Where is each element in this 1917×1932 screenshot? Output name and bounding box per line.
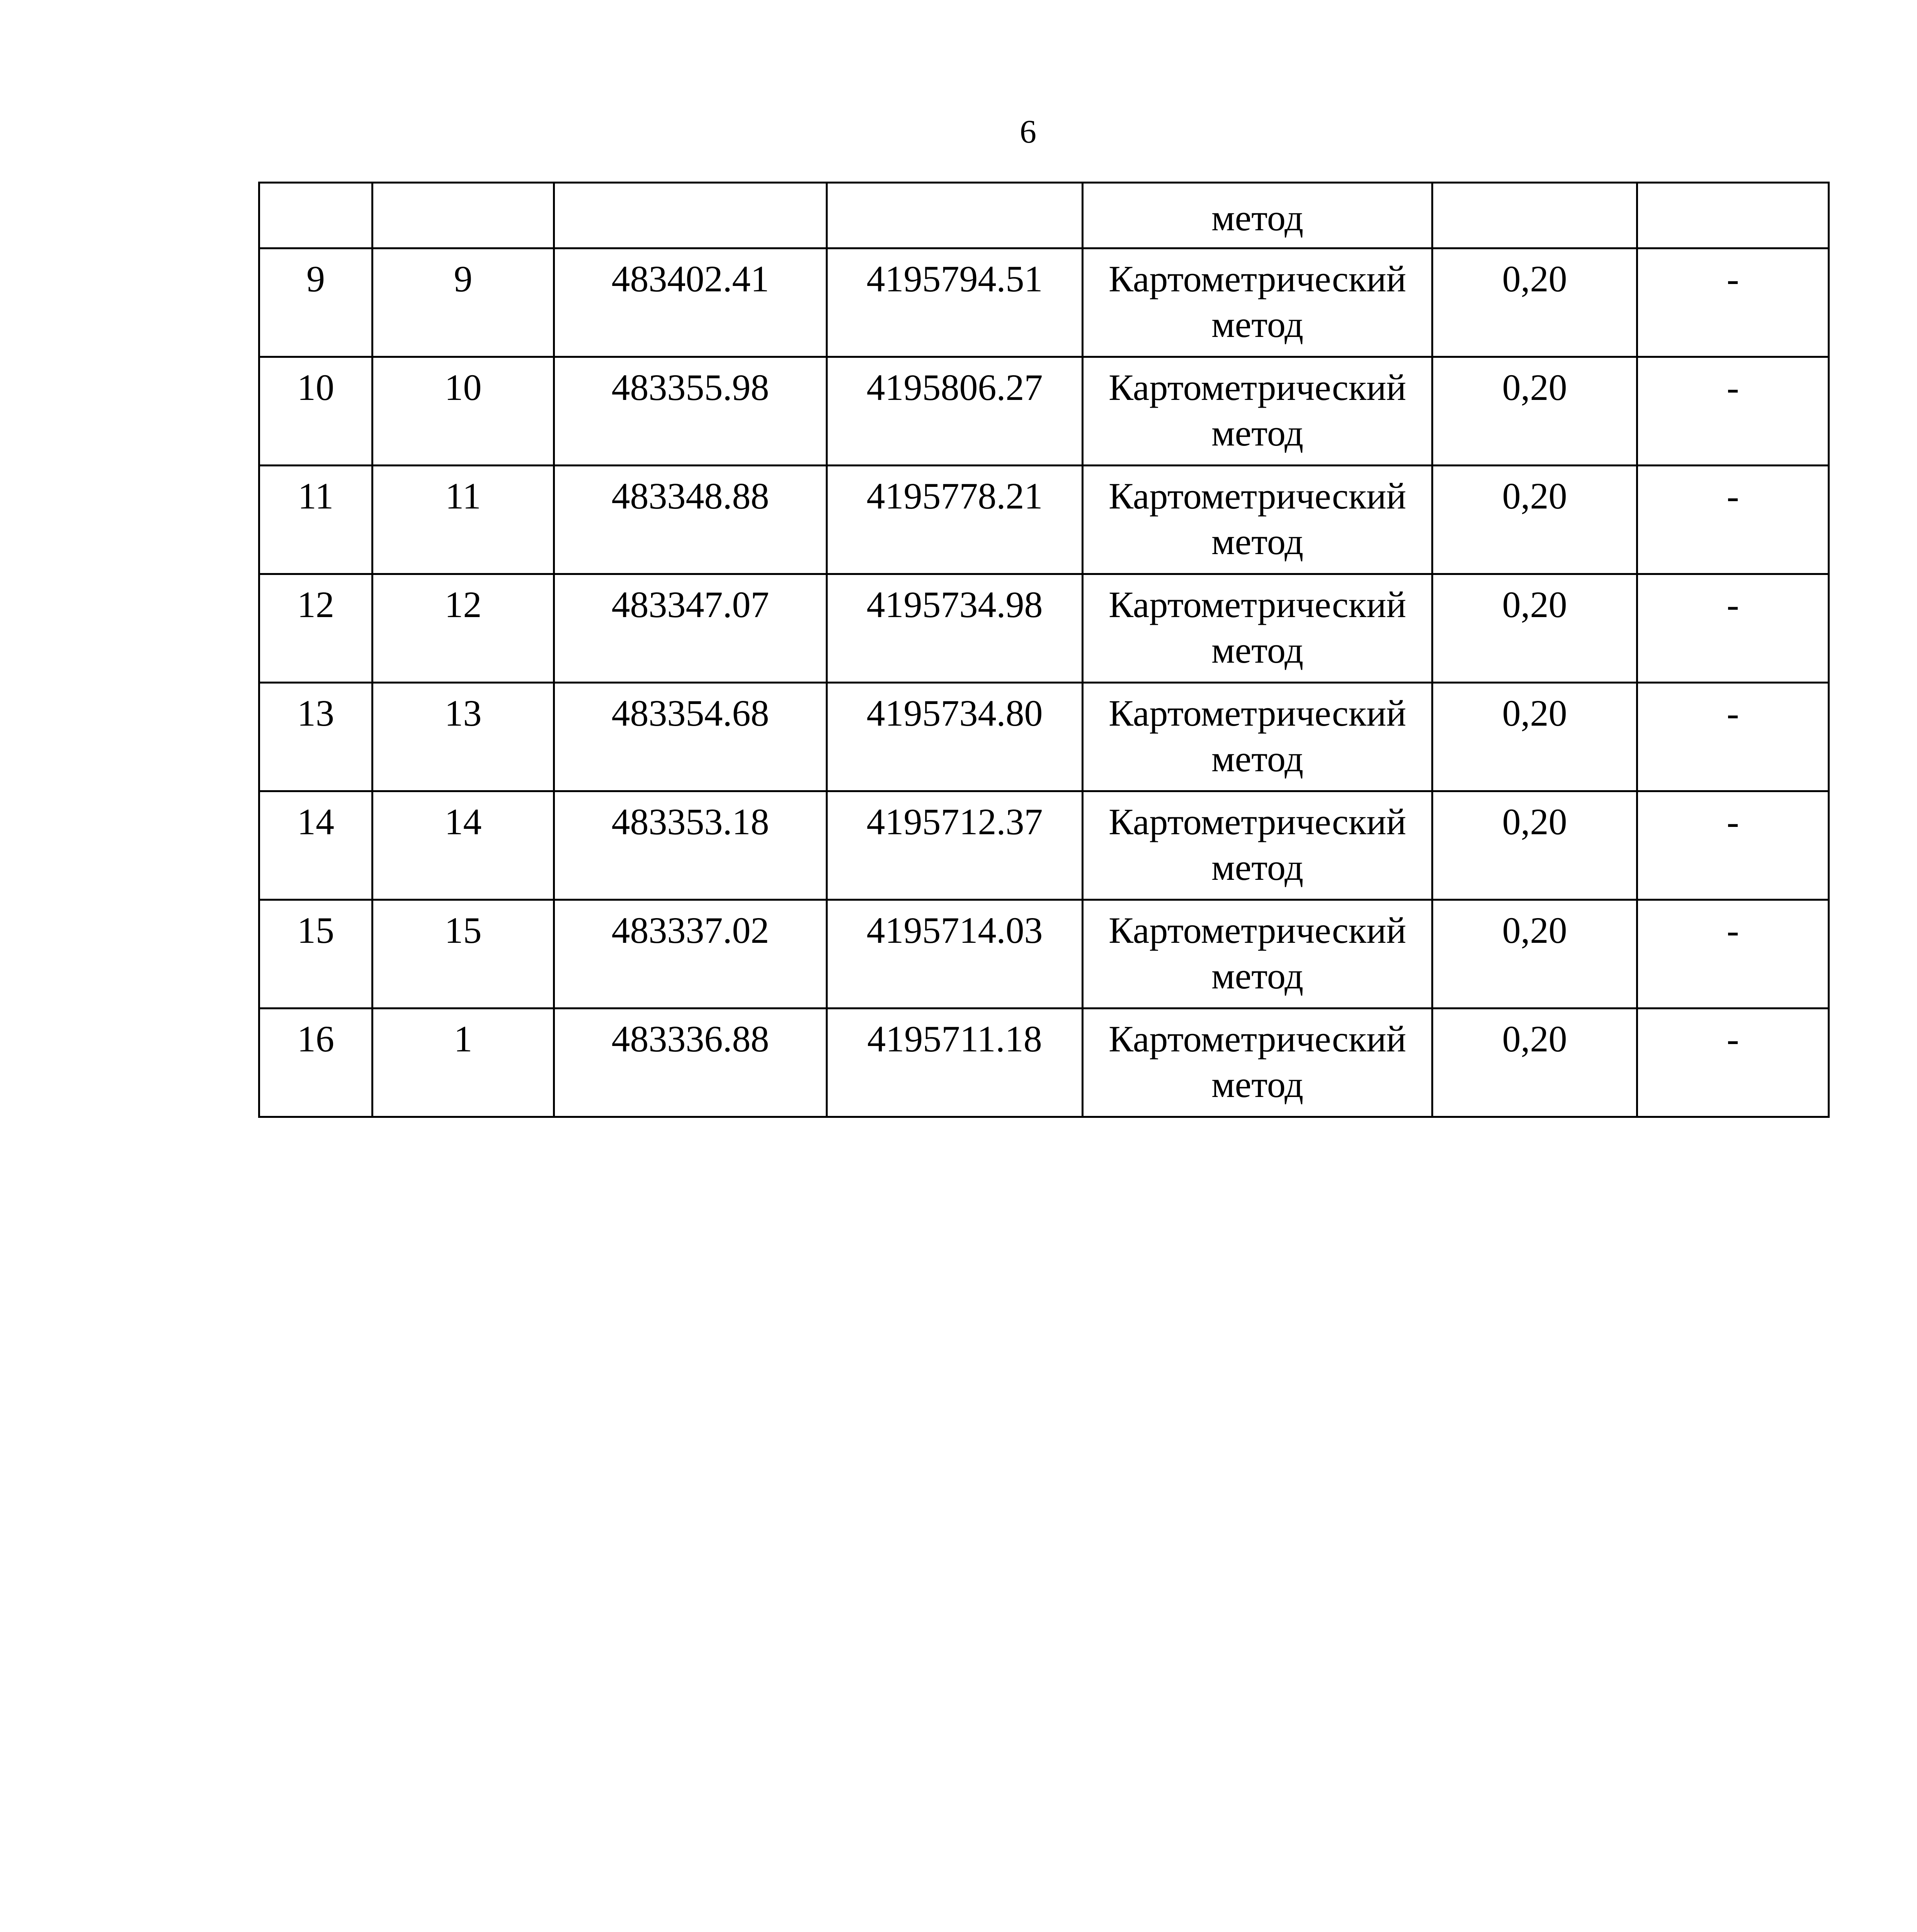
table-cell-method — [1083, 248, 1432, 357]
table-row — [259, 1009, 1829, 1117]
table-cell-point: 12 — [373, 574, 554, 683]
table-cell-point: 10 — [373, 357, 554, 466]
table-cell — [827, 183, 1083, 248]
table-cell — [373, 183, 554, 248]
table-cell-x: 483336.88 — [554, 1009, 827, 1117]
table-cell — [1637, 183, 1829, 248]
table-cell-x: 483354.68 — [554, 683, 827, 791]
table-cell-method — [1083, 357, 1432, 466]
coordinates-table — [258, 182, 1830, 1118]
table-cell-point: 11 — [373, 466, 554, 574]
table-cell-method: метод — [1083, 183, 1432, 248]
table-cell-x: 483337.02 — [554, 900, 827, 1009]
table-cell-point: 9 — [373, 248, 554, 357]
table-row-continuation — [259, 183, 1829, 248]
table-cell-number: 16 — [259, 1009, 373, 1117]
table-cell-method — [1083, 466, 1432, 574]
table-cell-accuracy: 0,20 — [1432, 574, 1637, 683]
table-row — [259, 574, 1829, 683]
method-line: Картометрический — [1108, 475, 1407, 517]
method-line: метод — [1211, 1064, 1304, 1105]
table-cell-point: 15 — [373, 900, 554, 1009]
method-line: метод — [1211, 412, 1304, 454]
table-cell-number: 9 — [259, 248, 373, 357]
table-cell-note: - — [1637, 1009, 1829, 1117]
method-line: Картометрический — [1108, 801, 1407, 842]
table-cell-method — [1083, 791, 1432, 900]
method-line: Картометрический — [1108, 258, 1407, 299]
table-cell-y: 4195712.37 — [827, 791, 1083, 900]
table-cell-note: - — [1637, 466, 1829, 574]
table-cell-note: - — [1637, 791, 1829, 900]
table-cell-accuracy: 0,20 — [1432, 1009, 1637, 1117]
table-cell-x: 483355.98 — [554, 357, 827, 466]
table-cell-method — [1083, 683, 1432, 791]
method-line: Картометрический — [1108, 910, 1407, 951]
table-cell-y: 4195734.80 — [827, 683, 1083, 791]
table-cell-accuracy: 0,20 — [1432, 466, 1637, 574]
method-line: метод — [1211, 955, 1304, 997]
table-cell-method — [1083, 900, 1432, 1009]
table-cell-number: 11 — [259, 466, 373, 574]
table-cell — [1432, 183, 1637, 248]
table-row — [259, 248, 1829, 357]
table-cell-y: 4195711.18 — [827, 1009, 1083, 1117]
table-cell-point: 1 — [373, 1009, 554, 1117]
method-line: метод — [1211, 847, 1304, 888]
table-cell-number: 15 — [259, 900, 373, 1009]
table-cell-accuracy: 0,20 — [1432, 357, 1637, 466]
table-cell-method — [1083, 574, 1432, 683]
table-cell-note: - — [1637, 900, 1829, 1009]
table-cell-note: - — [1637, 683, 1829, 791]
table-cell — [259, 183, 373, 248]
table-cell-y: 4195778.21 — [827, 466, 1083, 574]
table-cell-note: - — [1637, 574, 1829, 683]
table-cell-note: - — [1637, 357, 1829, 466]
table-cell-x: 483347.07 — [554, 574, 827, 683]
method-line: метод — [1211, 738, 1304, 779]
table-cell-number: 13 — [259, 683, 373, 791]
method-line: метод — [1211, 629, 1304, 671]
table-cell-accuracy: 0,20 — [1432, 248, 1637, 357]
method-line: Картометрический — [1108, 367, 1407, 408]
table-cell-point: 13 — [373, 683, 554, 791]
table-cell-accuracy: 0,20 — [1432, 683, 1637, 791]
table-cell-y: 4195734.98 — [827, 574, 1083, 683]
table-cell-y: 4195714.03 — [827, 900, 1083, 1009]
table-cell-accuracy: 0,20 — [1432, 791, 1637, 900]
table-cell-number: 14 — [259, 791, 373, 900]
table-cell-y: 4195794.51 — [827, 248, 1083, 357]
table-cell-x: 483348.88 — [554, 466, 827, 574]
table-cell-accuracy: 0,20 — [1432, 900, 1637, 1009]
table-row — [259, 466, 1829, 574]
table-cell-number: 12 — [259, 574, 373, 683]
method-line: Картометрический — [1108, 692, 1407, 734]
table-row — [259, 357, 1829, 466]
method-line: метод — [1211, 521, 1304, 562]
table-cell-x: 483353.18 — [554, 791, 827, 900]
table-cell-point: 14 — [373, 791, 554, 900]
table-cell — [554, 183, 827, 248]
table-cell-method — [1083, 1009, 1432, 1117]
method-line: Картометрический — [1108, 584, 1407, 625]
table-cell-note: - — [1637, 248, 1829, 357]
table-cell-number: 10 — [259, 357, 373, 466]
table-cell-x: 483402.41 — [554, 248, 827, 357]
method-line: метод — [1211, 304, 1304, 345]
table-cell-y: 4195806.27 — [827, 357, 1083, 466]
table-row — [259, 683, 1829, 791]
method-line: Картометрический — [1108, 1018, 1407, 1060]
table-row — [259, 791, 1829, 900]
page-number: 6 — [1020, 113, 1036, 150]
table-row — [259, 900, 1829, 1009]
